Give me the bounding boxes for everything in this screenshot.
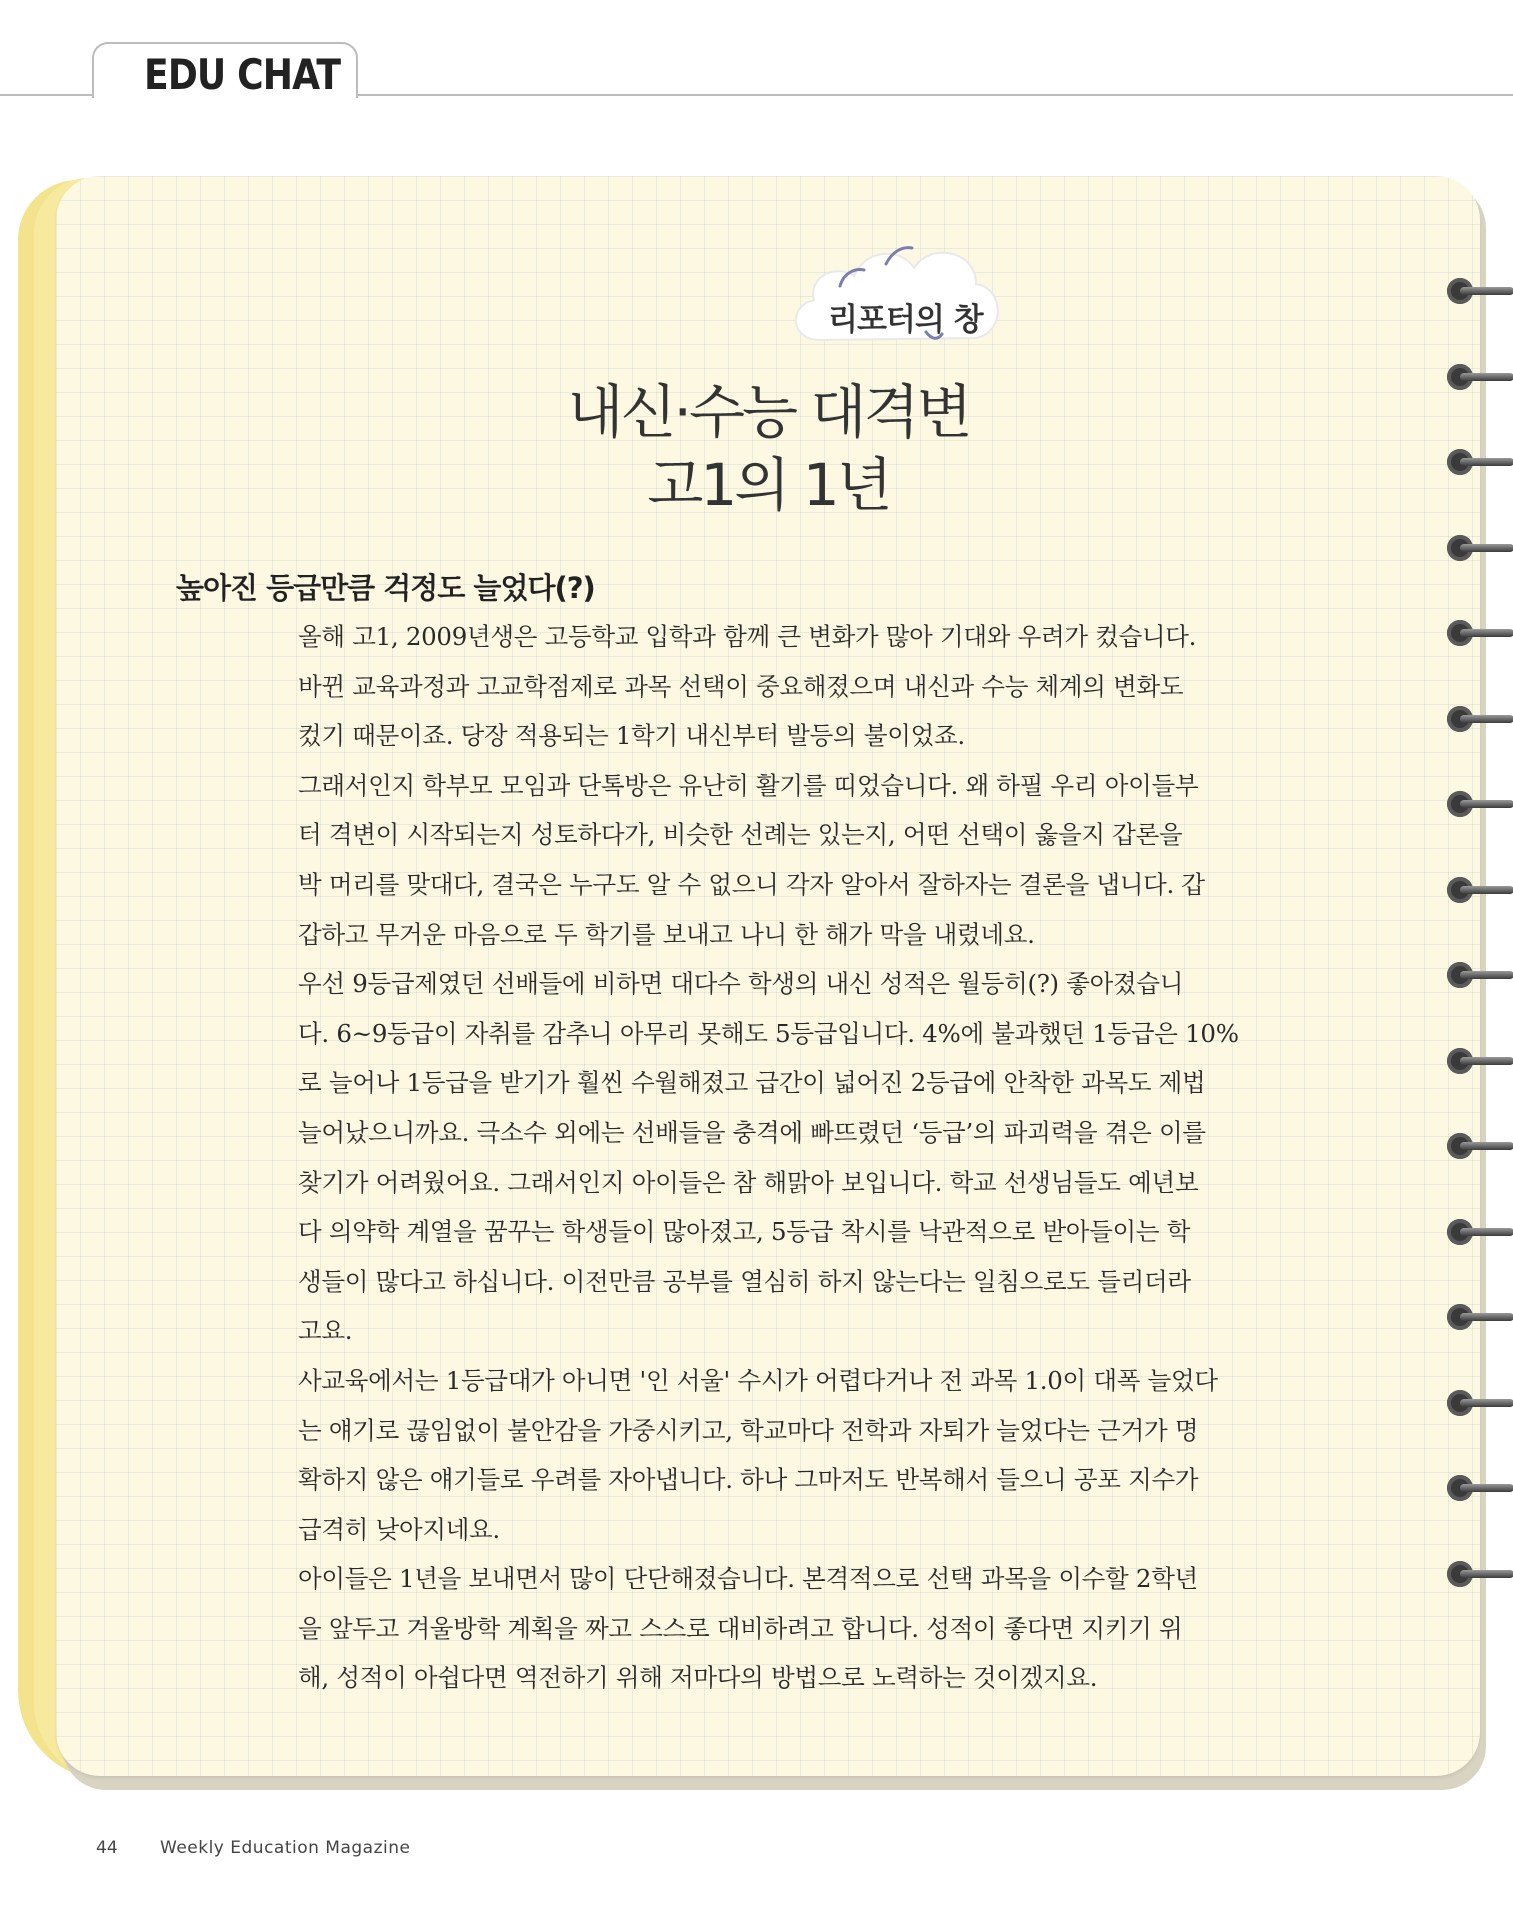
magazine-name: Weekly Education Magazine bbox=[160, 1838, 411, 1858]
ring-wire bbox=[1460, 1570, 1513, 1578]
spiral-ring bbox=[1447, 1561, 1513, 1587]
spiral-ring bbox=[1447, 1219, 1513, 1245]
body-line: 로 늘어나 1등급을 받기가 훨씬 수월해졌고 급간이 넓어진 2등급에 안착한 과목도 제법 bbox=[298, 1068, 1206, 1098]
section-title: EDU CHAT bbox=[144, 50, 341, 99]
spiral-ring bbox=[1447, 535, 1513, 561]
section-heading: 높아진 등급만큼 걱정도 늘었다(?) bbox=[176, 571, 595, 605]
ring-wire bbox=[1460, 287, 1513, 295]
body-line: 확하지 않은 얘기들로 우려를 자아냅니다. 하나 그마저도 반복해서 들으니 공포 지수가 bbox=[298, 1465, 1199, 1495]
spiral-ring bbox=[1447, 877, 1513, 903]
body-line: 해, 성적이 아쉽다면 역전하기 위해 저마다의 방법으로 노력하는 것이겠지요. bbox=[298, 1663, 1098, 1693]
article-body bbox=[298, 612, 1278, 1703]
ring-wire bbox=[1460, 1057, 1513, 1065]
ring-wire bbox=[1460, 1399, 1513, 1407]
body-line: 바뀐 교육과정과 고교학점제로 과목 선택이 중요해졌으며 내신과 수능 체계의 변화도 bbox=[298, 671, 1184, 701]
ring-wire bbox=[1460, 971, 1513, 979]
body-line: 생들이 많다고 하십니다. 이전만큼 공부를 열심히 하지 않는다는 일침으로도 들리더라 bbox=[298, 1266, 1191, 1296]
body-line: 다 의약학 계열을 꿈꾸는 학생들이 많아졌고, 5등급 착시를 낙관적으로 받아들이는 학 bbox=[298, 1217, 1191, 1247]
reporter-badge: 리포터의 창 bbox=[828, 302, 983, 338]
ring-wire bbox=[1460, 1313, 1513, 1321]
body-line: 그래서인지 학부모 모임과 단톡방은 유난히 활기를 띠었습니다. 왜 하필 우리 아이들부 bbox=[298, 770, 1199, 800]
body-line: 컸기 때문이죠. 당장 적용되는 1학기 내신부터 발등의 불이었죠. bbox=[298, 721, 965, 751]
body-line: 찾기가 어려웠어요. 그래서인지 아이들은 참 해맑아 보입니다. 학교 선생님들도 예년보 bbox=[298, 1167, 1199, 1197]
spiral-ring bbox=[1447, 706, 1513, 732]
body-line: 사교육에서는 1등급대가 아니면 '인 서울' 수시가 어렵다거나 전 과목 1.0이 대폭 늘었다 bbox=[298, 1365, 1218, 1395]
ring-wire bbox=[1460, 1484, 1513, 1492]
body-line: 급격히 낮아지네요. bbox=[298, 1514, 500, 1544]
ring-wire bbox=[1460, 373, 1513, 381]
body-line: 올해 고1, 2009년생은 고등학교 입학과 함께 큰 변화가 많아 기대와 우려가 컸습니다. bbox=[298, 622, 1197, 651]
ring-wire bbox=[1460, 1142, 1513, 1150]
spiral-ring bbox=[1447, 278, 1513, 304]
ring-wire bbox=[1460, 715, 1513, 723]
spiral-ring bbox=[1447, 1390, 1513, 1416]
body-line: 는 얘기로 끊임없이 불안감을 가중시키고, 학교마다 전학과 자퇴가 늘었다는 근거가 명 bbox=[298, 1415, 1199, 1445]
body-line: 늘어났으니까요. 극소수 외에는 선배들을 충격에 빠뜨렸던 ‘등급’의 파괴력을 겪은 이를 bbox=[298, 1117, 1206, 1147]
ring-wire bbox=[1460, 629, 1513, 637]
ring-wire bbox=[1460, 886, 1513, 894]
spiral-ring bbox=[1447, 962, 1513, 988]
body-line: 고요. bbox=[298, 1316, 353, 1346]
spiral-ring bbox=[1447, 1048, 1513, 1074]
article-title-line-1: 내신·수능 대격변 bbox=[567, 378, 970, 446]
article-title-line-2: 고1의 1년 bbox=[647, 451, 890, 519]
body-line: 을 앞두고 겨울방학 계획을 짜고 스스로 대비하려고 합니다. 성적이 좋다면 지키기 위 bbox=[298, 1613, 1183, 1643]
body-line: 다. 6~9등급이 자취를 감추니 아무리 못해도 5등급입니다. 4%에 불과했던 1등급은 10% bbox=[298, 1018, 1239, 1048]
spiral-ring bbox=[1447, 620, 1513, 646]
spiral-ring bbox=[1447, 1304, 1513, 1330]
ring-wire bbox=[1460, 1228, 1513, 1236]
page-number: 44 bbox=[96, 1838, 118, 1858]
body-line: 우선 9등급제였던 선배들에 비하면 대다수 학생의 내신 성적은 월등히(?) 좋아졌습니 bbox=[298, 969, 1184, 999]
body-line: 박 머리를 맞대다, 결국은 누구도 알 수 없으니 각자 알아서 잘하자는 결론을 냅니다. 갑 bbox=[298, 869, 1205, 899]
body-line: 갑하고 무거운 마음으로 두 학기를 보내고 나니 한 해가 막을 내렸네요. bbox=[298, 919, 1035, 949]
spiral-ring bbox=[1447, 791, 1513, 817]
ring-wire bbox=[1460, 800, 1513, 808]
spiral-ring bbox=[1447, 1475, 1513, 1501]
body-line: 아이들은 1년을 보내면서 많이 단단해졌습니다. 본격적으로 선택 과목을 이수할 2학년 bbox=[298, 1564, 1198, 1594]
body-line: 터 격변이 시작되는지 성토하다가, 비슷한 선례는 있는지, 어떤 선택이 옳을지 갑론을 bbox=[298, 820, 1183, 850]
ring-wire bbox=[1460, 544, 1513, 552]
spiral-ring bbox=[1447, 1133, 1513, 1159]
